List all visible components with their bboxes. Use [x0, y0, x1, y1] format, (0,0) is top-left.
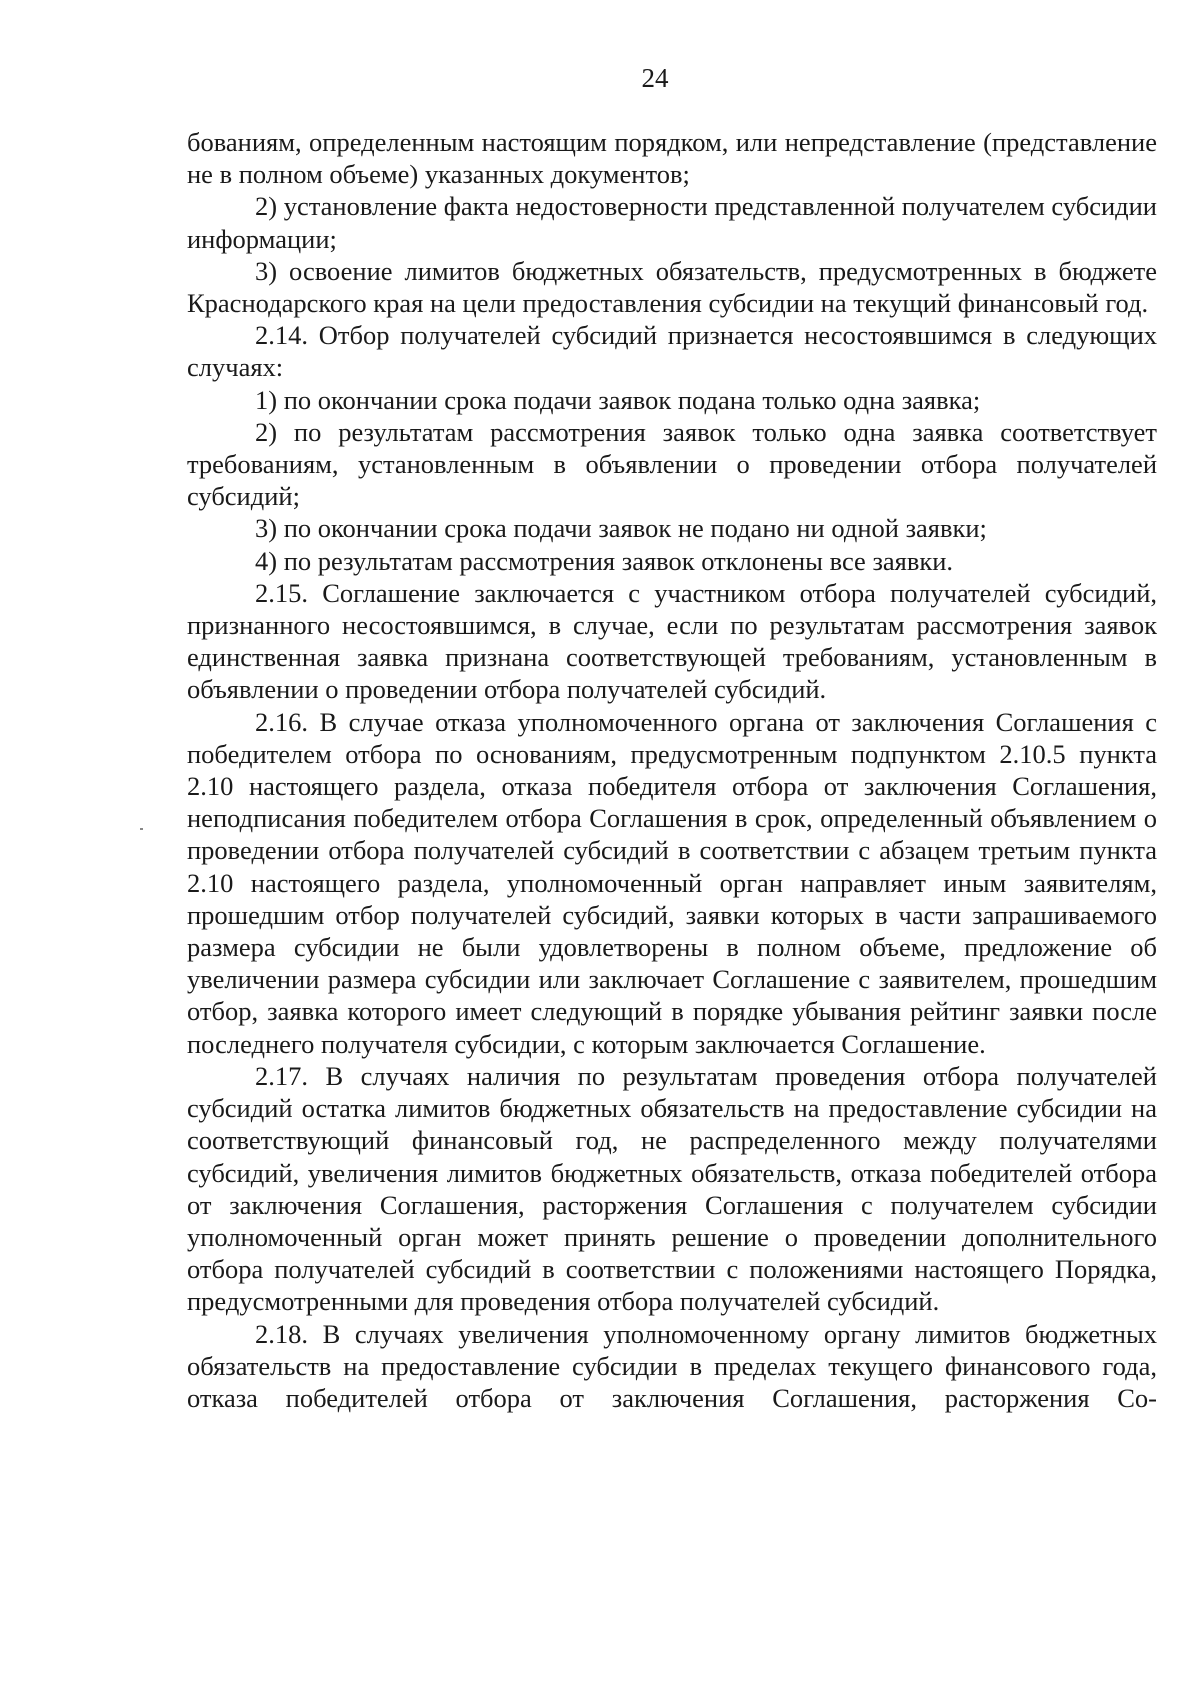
paragraph-2-14-item-4: 4) по результатам рассмотрения заявок отклонены все заявки.	[255, 545, 954, 576]
page-number: 24	[641, 63, 669, 93]
paragraph-item-3: 3) освоение лимитов бюджетных обязательств, предусмотренных в бюджете Краснодарского края на цели предоставления субсидии на текущий финансовый год.	[187, 255, 1157, 319]
paragraph-2-17: 2.17. В случаях наличия по результатам проведения отбора получателей субсидий остатка лимитов бюджетных обязательств на предоставление субсидии на соответствующий финансовый год, не распределенного между получателями субсидий, увеличения лимитов бюджетных обязательств, отказа победителей отбора от заключения Соглашения, расторжения Соглашения с получателем субсидии уполномоченный орган может принять решение о проведении дополнительного отбора получателей субсидий в соответствии с положениями настоящего Порядка, предусмотренными для проведения отбора получателей субсидий.	[187, 1060, 1157, 1317]
paragraph-continuation: бованиям, определенным настоящим порядком, или непредставление (представление не в полном объеме) указанных документов;	[187, 127, 1157, 190]
paragraph-item-2: 2) установление факта недостоверности представленной получателем субсидии информации;	[187, 191, 1157, 254]
paragraph-2-15: 2.15. Соглашение заключается с участником отбора получателей субсидий, признанного несостоявшимся, в случае, если по результатам рассмотрения заявок единственная заявка признана соответствующей требованиям, установленным в объявлении о проведении отбора получателей субсидий.	[187, 577, 1157, 705]
paragraph-2-14-item-1: 1) по окончании срока подачи заявок подана только одна заявка;	[255, 384, 981, 415]
scan-mark	[140, 828, 143, 830]
paragraph-2-18: 2.18. В случаях увеличения уполномоченному органу лимитов бюджетных обязательств на предоставление субсидии в пределах текущего финансового года, отказа победителей отбора от заключения Соглашения, расторжения Со-	[187, 1318, 1157, 1413]
document-body	[187, 126, 1157, 1414]
paragraph-2-16: 2.16. В случае отказа уполномоченного органа от заключения Соглашения с победителем отбора по основаниям, предусмотренным подпунктом 2.10.5 пункта 2.10 настоящего раздела, отказа победителя отбора от заключения Соглашения, неподписания победителем отбора Соглашения в срок, определенный объявлением о проведении отбора получателей субсидий в соответствии с абзацем третьим пункта 2.10 настоящего раздела, уполномоченный орган направляет иным заявителям, прошедшим отбор получателей субсидий, заявки которых в части запрашиваемого размера субсидии не были удовлетворены в полном объеме, предложение об увеличении размера субсидии или заключает Соглашение с заявителем, прошедшим отбор, заявка которого имеет следующий в порядке убывания рейтинг заявки после последнего получателя субсидии, с которым заключается Соглашение.	[187, 706, 1157, 1059]
paragraph-2-14: 2.14. Отбор получателей субсидий признается несостоявшимся в следующих случаях:	[187, 320, 1157, 383]
paragraph-2-14-item-3: 3) по окончании срока подачи заявок не подано ни одной заявки;	[255, 513, 987, 544]
paragraph-2-14-item-2: 2) по результатам рассмотрения заявок только одна заявка соответствует требованиям, установленным в объявлении о проведении отбора получателей субсидий;	[187, 416, 1157, 512]
